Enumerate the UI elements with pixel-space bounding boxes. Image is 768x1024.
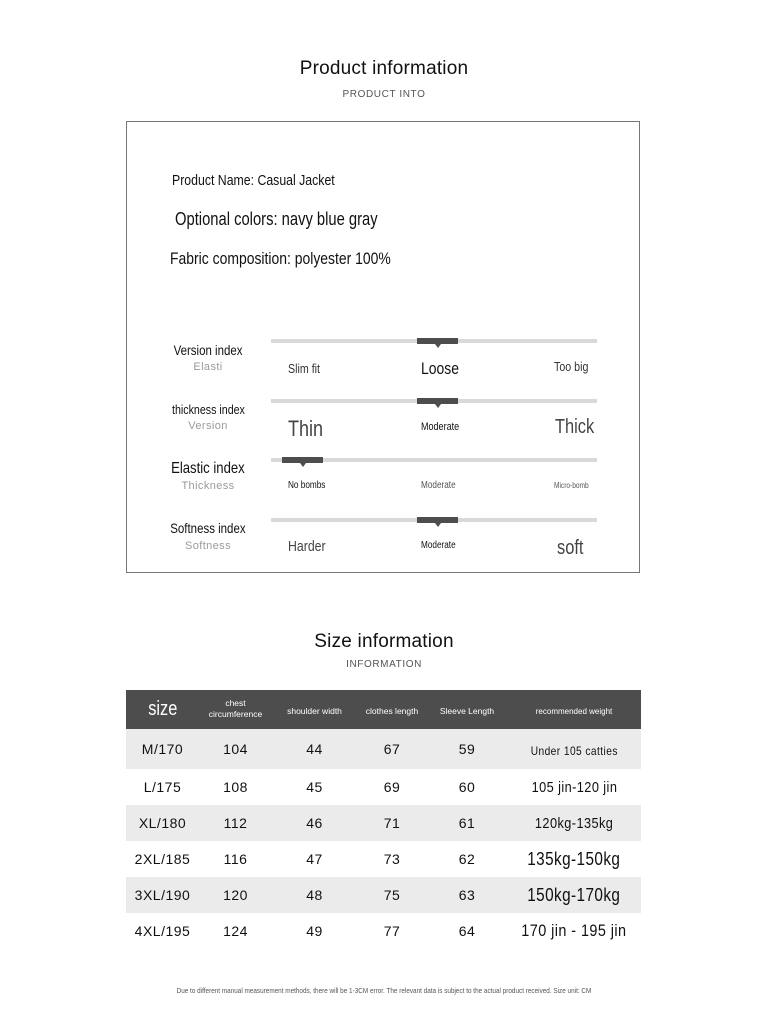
table-cell: 49	[306, 923, 323, 939]
thickness-option-thin: Thin	[288, 416, 324, 441]
product-name: Product Name: Casual Jacket	[172, 172, 335, 189]
header-clothes-length: clothes length	[357, 690, 427, 729]
table-cell: 63	[427, 877, 507, 913]
table-cell: 75	[357, 877, 427, 913]
table-cell: 67	[357, 729, 427, 769]
version-option-slim-fit: Slim fit	[288, 361, 320, 376]
header-recommended-weight: recommended weight	[507, 690, 641, 729]
softness-option-harder: Harder	[288, 538, 326, 555]
table-cell: 69	[383, 779, 401, 795]
table-cell: 105 jin-120 jin	[531, 778, 617, 796]
header-shoulder: shoulder width	[272, 690, 357, 729]
table-row	[126, 841, 641, 877]
softness-index-label: Softness index	[170, 520, 246, 536]
softness-option-moderate: Moderate	[421, 540, 456, 551]
header-sleeve-length: Sleeve Length	[427, 690, 507, 729]
header-chest: chest circumference	[199, 690, 272, 729]
table-cell: 44	[272, 729, 357, 769]
version-option-too-big: Too big	[554, 359, 589, 374]
table-cell: 71	[357, 805, 427, 841]
optional-colors: Optional colors: navy blue gray	[175, 209, 378, 229]
version-index-label: Version index	[173, 342, 243, 358]
thickness-index-sublabel: Version	[188, 420, 228, 432]
table-cell: 45	[306, 779, 323, 795]
elastic-option-micro-bomb: Micro-bomb	[554, 481, 589, 490]
table-cell: 47	[306, 851, 323, 867]
softness-index-marker	[417, 517, 458, 523]
table-cell: 2XL/185	[134, 851, 191, 867]
table-cell: 48	[272, 877, 357, 913]
table-row	[126, 729, 641, 769]
size-info-title: Size information	[314, 631, 454, 652]
table-cell: XL/180	[126, 805, 199, 841]
softness-index-sublabel: Softness	[184, 540, 231, 552]
size-info-subtitle: INFORMATION	[346, 659, 422, 670]
table-cell: 60	[458, 779, 476, 795]
version-option-loose: Loose	[421, 359, 459, 378]
measurement-note: Due to different manual measurement methods, there will be 1-3CM error. The relevant data is subject to the actual product received. Size unit: CM	[176, 986, 592, 995]
table-cell: 77	[383, 923, 401, 939]
table-row	[126, 877, 641, 913]
table-cell: 116	[223, 851, 248, 867]
table-cell: 124	[223, 923, 248, 939]
elastic-option-moderate: Moderate	[421, 480, 456, 491]
thickness-option-moderate: Moderate	[421, 421, 460, 433]
version-index-marker	[417, 338, 458, 344]
table-cell: L/175	[143, 779, 182, 795]
thickness-index-marker	[417, 398, 458, 404]
table-cell: 135kg-150kg	[527, 848, 621, 869]
table-cell: 3XL/190	[126, 877, 199, 913]
table-cell: 61	[427, 805, 507, 841]
table-cell: 59	[427, 729, 507, 769]
table-cell: 170 jin - 195 jin	[521, 921, 627, 940]
table-cell: M/170	[126, 729, 199, 769]
table-row	[126, 769, 641, 805]
table-cell: 104	[199, 729, 272, 769]
table-cell: 108	[223, 779, 248, 795]
size-table	[126, 690, 641, 949]
thickness-index-label: thickness index	[171, 402, 245, 417]
table-row	[126, 913, 641, 949]
product-info-subtitle: PRODUCT INTO	[342, 89, 426, 100]
table-cell: 46	[272, 805, 357, 841]
elastic-index-label: Elastic index	[171, 460, 245, 477]
table-row	[126, 805, 641, 841]
table-cell: 150kg-170kg	[507, 877, 641, 913]
table-cell: Under 105 catties	[507, 729, 641, 769]
size-table-header	[126, 690, 641, 729]
table-cell: 4XL/195	[134, 923, 191, 939]
elastic-option-no-bombs: No bombs	[288, 480, 326, 491]
softness-option-soft: soft	[557, 537, 584, 559]
table-cell: 120	[199, 877, 272, 913]
version-index-sublabel: Elasti	[193, 361, 223, 373]
elastic-index-sublabel: Thickness	[181, 480, 235, 492]
fabric-composition: Fabric composition: polyester 100%	[170, 249, 391, 268]
table-cell: 120kg-135kg	[507, 805, 641, 841]
header-size: size	[126, 690, 199, 729]
table-cell: 62	[458, 851, 476, 867]
thickness-option-thick: Thick	[555, 416, 595, 438]
table-cell: 73	[383, 851, 401, 867]
elastic-index-marker	[282, 457, 323, 463]
table-cell: 64	[458, 923, 476, 939]
product-info-title: Product information	[299, 58, 469, 79]
table-cell: 112	[199, 805, 272, 841]
